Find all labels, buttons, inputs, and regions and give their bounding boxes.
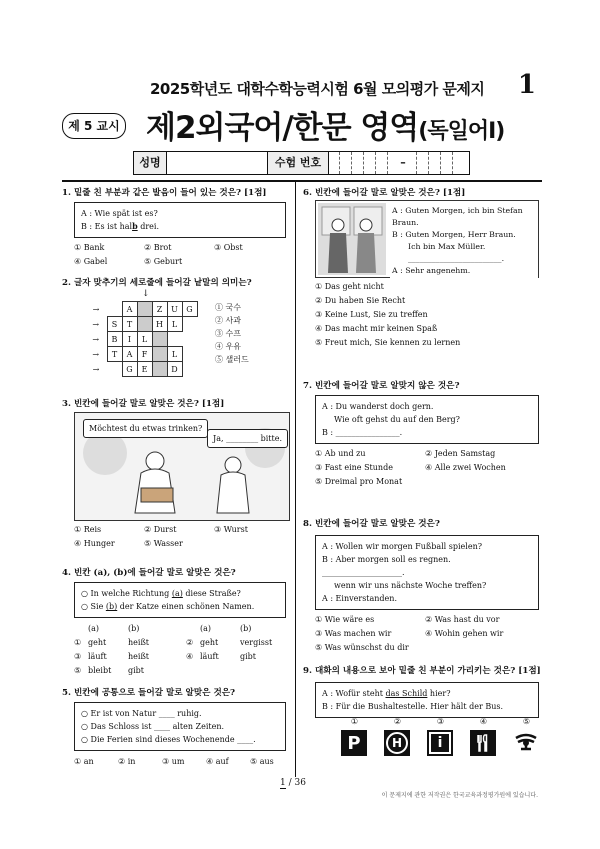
name-label: 성명 [134, 152, 167, 174]
question-title: 7. 빈칸에 들어갈 말로 알맞지 않은 것은? [303, 381, 460, 391]
sentence-line: ○ In welche Richtung (a) diese Straße? [81, 589, 241, 598]
option[interactable]: ⑤ 샐러드 [215, 355, 249, 364]
question-title: 8. 빈칸에 들어갈 말로 알맞은 것은? [303, 519, 440, 529]
option[interactable]: ③ 수프 [215, 329, 241, 338]
speech-bubble-left: Möchtest du etwas trinken? [83, 419, 208, 438]
option[interactable]: geht [88, 638, 107, 647]
question-title: 6. 빈칸에 들어갈 말로 알맞은 것은? [1점] [303, 188, 466, 198]
options [74, 755, 290, 769]
options: (a) (b) (a) (b) ① geht heißt ② geht vergisst ③ läuft heißt ④ läuft gibt ⑤ bleibt gibt [74, 622, 290, 678]
question-9 [303, 664, 543, 718]
question-5 [62, 686, 290, 769]
post-horn-icon[interactable] [513, 730, 539, 756]
option[interactable]: ⑤ Was wünschst du dir [315, 643, 409, 652]
bus-stop-icon[interactable]: H [384, 730, 410, 756]
option[interactable]: ② Jeden Samstag [425, 449, 496, 458]
down-arrow-icon: ↓ [142, 289, 150, 299]
option[interactable]: ⑤ Geburt [144, 257, 183, 266]
option[interactable]: ④ Wohin gehen wir [425, 629, 504, 638]
sentence-line: ○ Das Schloss ist ____ alten Zeiten. [81, 722, 225, 731]
option[interactable]: ① Reis [74, 525, 102, 534]
page-number: 1 [517, 70, 536, 100]
option[interactable]: ③ um [162, 757, 185, 766]
option[interactable]: bleibt [88, 666, 112, 675]
option[interactable]: ① Wie wäre es [315, 615, 375, 624]
sign-numbers: ① ② ③ ④ ⑤ [350, 717, 531, 726]
crossword-grid: → A Z U G → S T H L → B I L → T A F L → G E D [85, 301, 198, 377]
option[interactable]: ④ auf [206, 757, 229, 766]
dialogue-panel [315, 200, 539, 278]
question-8 [303, 517, 543, 655]
illustration [74, 412, 290, 521]
question-4 [62, 566, 290, 678]
page-counter: 1 / 36 [280, 778, 306, 788]
sentence-box [74, 702, 286, 751]
copyright: 이 문제지에 관한 저작권은 한국교육과정평가원에 있습니다. [381, 792, 538, 799]
option[interactable]: ⑤ Wasser [144, 539, 183, 548]
option[interactable]: läuft [88, 652, 107, 661]
question-1 [62, 186, 290, 269]
question-title: 5. 빈칸에 공통으로 들어갈 말로 알맞은 것은? [62, 688, 236, 698]
option[interactable]: ① 국수 [215, 303, 241, 312]
option[interactable]: ③ Keine Lust, Sie zu treffen [315, 310, 428, 319]
question-title: 4. 빈칸 (a), (b)에 들어갈 말로 알맞은 것은? [62, 568, 236, 578]
option[interactable]: läuft [200, 652, 219, 661]
dialogue-box: A : Du wanderst doch gern. Wie oft gehst du auf den Berg? B : ________________. [315, 395, 539, 444]
dialogue-box: A : Wofür steht das Schild hier? B : Für die Bushaltestelle. Hier hält der Bus. [315, 682, 539, 718]
subject-subtitle: (독일어Ⅰ) [418, 119, 505, 144]
dialogue-line: A : Wie spät ist es? [81, 209, 158, 218]
exam-title: 2025학년도 대학수학능력시험 6월 모의평가 문제지 [150, 80, 485, 98]
option[interactable]: ⑤ aus [250, 757, 274, 766]
sentence-box [74, 582, 286, 618]
option[interactable]: ① Das geht nicht [315, 282, 384, 291]
option[interactable]: ③ Obst [214, 243, 243, 252]
option[interactable]: ④ Hunger [74, 539, 115, 548]
question-title: 1. 밑줄 친 부분과 같은 발음이 들어 있는 것은? [1점] [62, 188, 267, 198]
question-2 [62, 276, 290, 288]
option[interactable]: ② Du haben Sie Recht [315, 296, 406, 305]
question-3 [62, 397, 290, 409]
option[interactable]: ⑤ Freut mich, Sie kennen zu lernen [315, 338, 461, 347]
options [215, 301, 249, 366]
handshake-illustration [318, 203, 386, 275]
options [315, 613, 543, 655]
option[interactable]: ② 사과 [215, 316, 241, 325]
question-6 [303, 186, 543, 198]
option[interactable]: geht [200, 638, 219, 647]
information-icon[interactable]: i [427, 730, 453, 756]
exam-number-dash: – [400, 156, 406, 169]
option[interactable]: ② Durst [144, 525, 177, 534]
sign-options [341, 730, 539, 756]
option[interactable]: ② Brot [144, 243, 172, 252]
options [74, 241, 290, 269]
option[interactable]: ② Was hast du vor [425, 615, 500, 624]
option[interactable]: ⑤ Dreimal pro Monat [315, 477, 403, 486]
option[interactable]: ③ Fast eine Stunde [315, 463, 393, 472]
option[interactable]: ① Ab und zu [315, 449, 366, 458]
restaurant-icon[interactable] [470, 730, 496, 756]
exam-number-label: 수험 번호 [267, 152, 329, 174]
option[interactable]: ④ Gabel [74, 257, 108, 266]
option[interactable]: ① Bank [74, 243, 105, 252]
sentence-line: ○ Sie (b) der Katze einen schönen Namen. [81, 602, 255, 611]
option[interactable]: ③ Wurst [214, 525, 248, 534]
options [315, 280, 460, 350]
period-badge: 제 5 교시 [62, 113, 126, 139]
question-title: 2. 글자 맞추기의 세로줄에 들어갈 낱말의 의미는? [62, 278, 252, 288]
question-title: 9. 대화의 내용으로 보아 밑줄 친 부분이 가리키는 것은? [1점] [303, 666, 541, 676]
id-bar [133, 151, 470, 175]
dialogue-line: B : Es ist halb drei. [81, 221, 159, 231]
question-title: 3. 빈칸에 들어갈 말로 알맞은 것은? [1점] [62, 399, 225, 409]
subject-title: 제2외국어/한문 영역(독일어Ⅰ) [146, 110, 505, 146]
speech-bubble-right: Ja, ________ bitte. [207, 429, 288, 448]
options [315, 447, 543, 489]
sentence-line: ○ Er ist von Natur ____ ruhig. [81, 709, 202, 718]
options [74, 523, 284, 551]
sentence-line: ○ Die Ferien sind dieses Wochenende ____. [81, 735, 256, 744]
parking-icon[interactable]: P [341, 730, 367, 756]
name-field[interactable] [167, 152, 267, 174]
option[interactable]: ④ Alle zwei Wochen [425, 463, 506, 472]
dialogue-box: A : Wollen wir morgen Fußball spielen? B : Aber morgen soll es regnen. ____________________. wenn wir uns nächste Woche treffen? A : Einverstanden. [315, 535, 539, 610]
option[interactable]: ④ 우유 [215, 342, 241, 351]
question-7 [303, 379, 543, 489]
option[interactable]: ③ Was machen wir [315, 629, 392, 638]
option[interactable]: ② in [118, 757, 136, 766]
option[interactable]: ④ Das macht mir keinen Spaß [315, 324, 438, 333]
dialogue-text: A : Guten Morgen, ich bin Stefan Braun. B : Guten Morgen, Herr Braun. Ich bin Max Müller. ________________________. A : Sehr angenehm. [390, 203, 538, 279]
dialogue-box [74, 202, 286, 238]
option[interactable]: ① an [74, 757, 94, 766]
